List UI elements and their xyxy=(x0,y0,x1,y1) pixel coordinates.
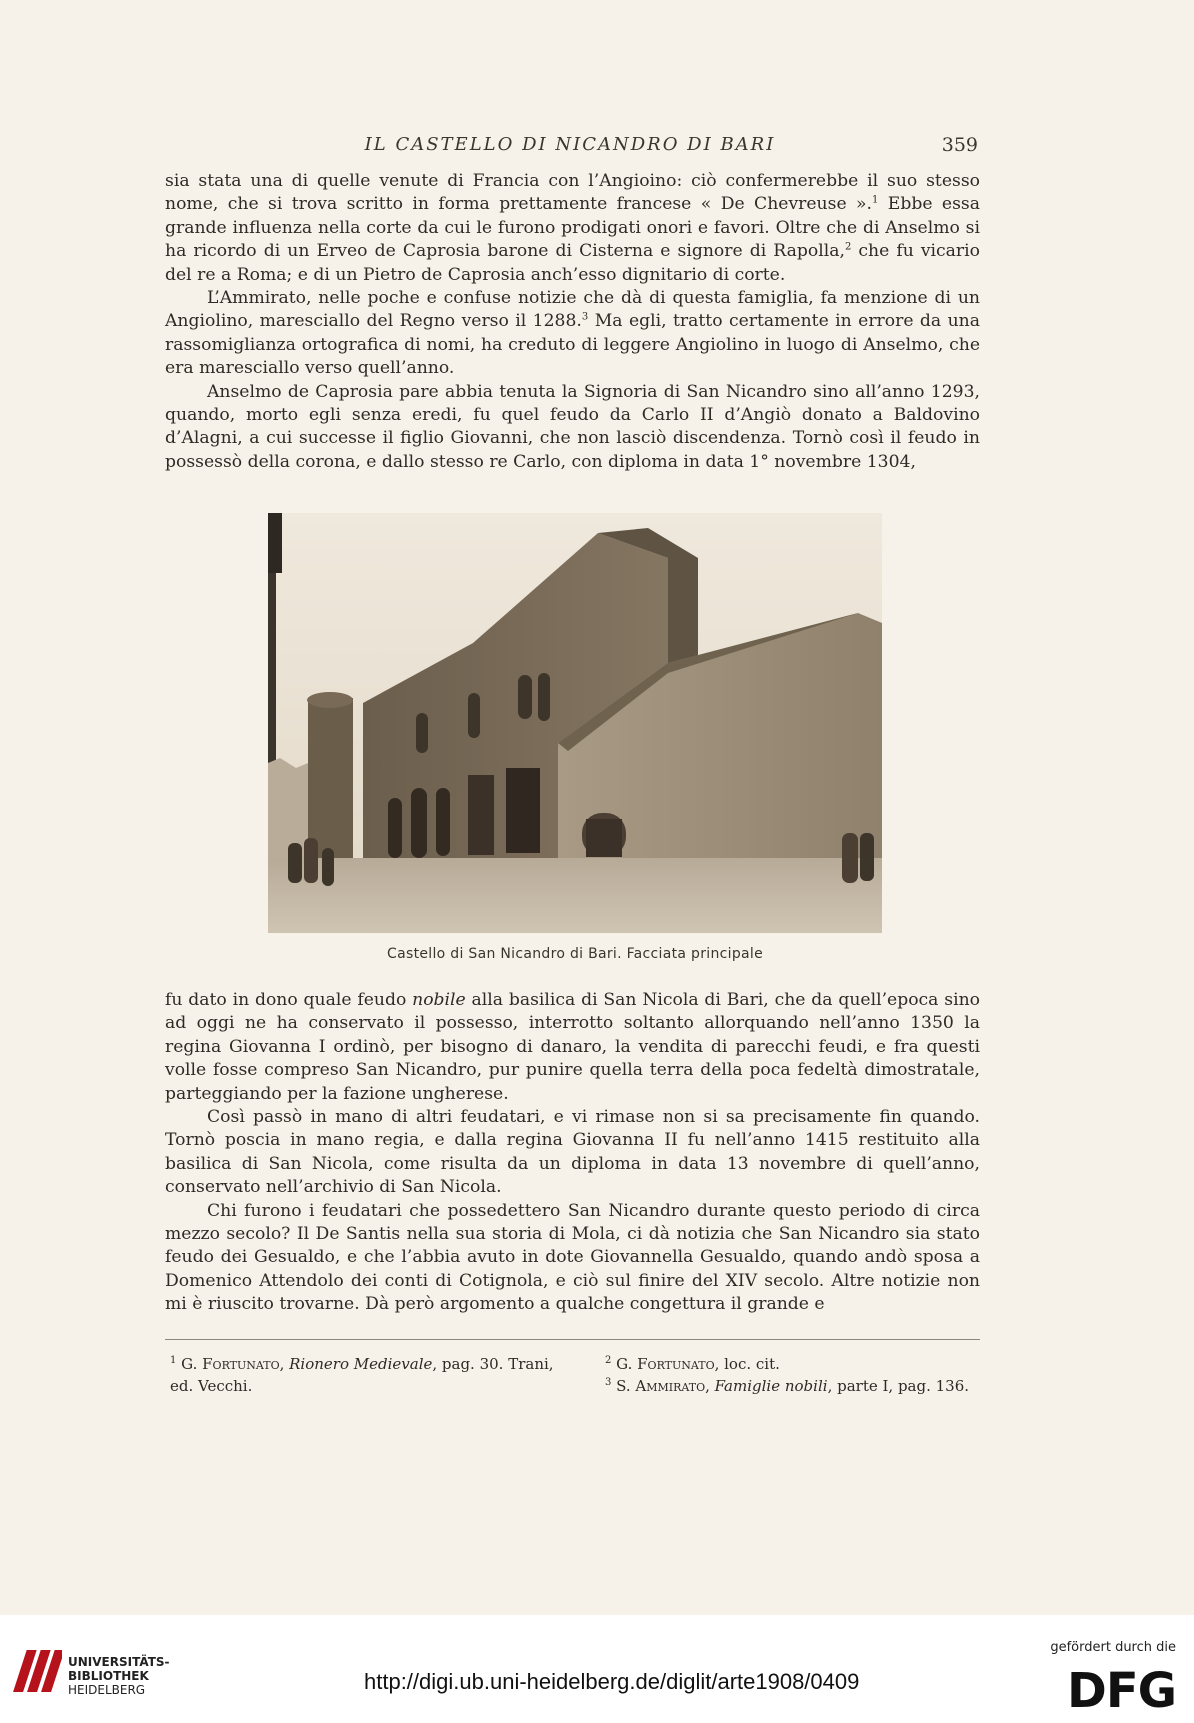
footnote-2: $^2$ G. Fortunato, loc. cit. xyxy=(605,1355,780,1373)
page-number: 359 xyxy=(941,134,978,156)
running-title: IL CASTELLO DI NICANDRO DI BARI xyxy=(364,134,776,155)
footnote-column-right xyxy=(605,1353,985,1397)
body-text-bottom xyxy=(165,989,980,1317)
footnote-column-left xyxy=(170,1353,575,1397)
figure-caption: Castello di San Nicandro di Bari. Facciata principale xyxy=(387,946,763,962)
italic-term: nobile xyxy=(412,990,466,1010)
footnote-ref[interactable]: 3 xyxy=(581,311,589,323)
dfg-logo: DFG xyxy=(1066,1663,1176,1719)
footnote-ref[interactable]: 2 xyxy=(844,241,852,253)
paragraph: fu dato in dono quale feudo nobile alla basilica di San Nicola di Bari, che da quell’epoca sino ad oggi ne ha conservato il possesso, interrotto soltanto allorquando nell’anno 1350 la regina Giovanna I ordinò, per bisogno di danaro, la vendita di parecchi feudi, e fra questi volle fosse compreso San Nicandro, pur punire quella terra della poca fedeltà dimostratale, parteggiando per la fazione ungherese. xyxy=(165,990,980,1104)
footnote-3: $^3$ S. Ammirato, Famiglie nobili, parte I, pag. 136. xyxy=(605,1377,970,1395)
body-text-top xyxy=(165,170,980,474)
footnote-1-continued: ed. Vecchi. xyxy=(170,1377,253,1395)
funding-note: gefördert durch die xyxy=(1050,1640,1176,1655)
castle-photo-image xyxy=(268,513,882,933)
castle-photograph xyxy=(268,513,882,933)
library-name: UNIVERSITÄTS- BIBLIOTHEK HEIDELBERG xyxy=(68,1655,170,1697)
paragraph: Chi furono i feudatari che possedettero San Nicandro durante questo periodo di circa mezzo secolo? Il De Santis nella sua storia di Mola, ci dà notizia che San Nicandro sia stato feudo dei Gesualdo, e che l’abbia avuto in dote Giovannella Gesualdo, quando andò sposa a Domenico Attendolo dei conti di Cotignola, e ciò sul finire del XIV secolo. Altre notizie non mi è riuscito trovarne. Dà però argomento a qualche congettura il grande e xyxy=(165,1200,980,1315)
paragraph: L’Ammirato, nelle poche e confuse notizie che dà di questa famiglia, fa menzione di un Angiolino, maresciallo del Regno verso il 1288.$^3$ Ma egli, tratto certamente in errore da una rassomiglianza ortografica di nomi, ha creduto di leggere Angiolino in luogo di Anselmo, che era maresciallo verso quell’anno. xyxy=(165,288,980,379)
university-library-logo-icon xyxy=(12,1646,62,1696)
footnote-1: $^1$ G. Fortunato, Rionero Medievale, pag. 30. Trani, xyxy=(170,1355,554,1373)
paragraph: Anselmo de Caprosia pare abbia tenuta la Signoria di San Nicandro sino all’anno 1293, quando, morto egli senza eredi, fu quel feudo da Carlo II d’Angiò donato a Baldovino d’Alagni, a cui successe il figlio Giovanni, che non lasciò discendenza. Tornò così il feudo in possessò della corona, e dallo stesso re Carlo, con diploma in data 1° novembre 1304, xyxy=(165,381,980,472)
paragraph: sia stata una di quelle venute di Francia con l’Angioino: ciò confermerebbe il suo stesso nome, che si trova scritto in forma prettamente francese « De Chevreuse ».$^1$ Ebbe essa grande influenza nella corte da cui le furono prodigati onori e favori. Oltre che di Anselmo si ha ricordo di un Erveo de Caprosia barone di Cisterna e signore di Rapolla,$^2$ che fu vicario del re a Roma; e di un Pietro de Caprosia anch’esso dignitario di corte. xyxy=(165,171,980,285)
permalink-url[interactable]: http://digi.ub.uni-heidelberg.de/diglit/arte1908/0409 xyxy=(364,1669,860,1694)
footnote-divider xyxy=(165,1339,980,1340)
footnote-ref[interactable]: 1 xyxy=(872,194,879,206)
paragraph: Così passò in mano di altri feudatari, e vi rimase non si sa precisamente fin quando. Tornò poscia in mano regia, e dalla regina Giovanna II fu nell’anno 1415 restituito alla basilica di San Nicola, come risulta da un diploma in data 13 novembre di quell’anno, conservato nell’archivio di San Nicola. xyxy=(165,1107,980,1198)
